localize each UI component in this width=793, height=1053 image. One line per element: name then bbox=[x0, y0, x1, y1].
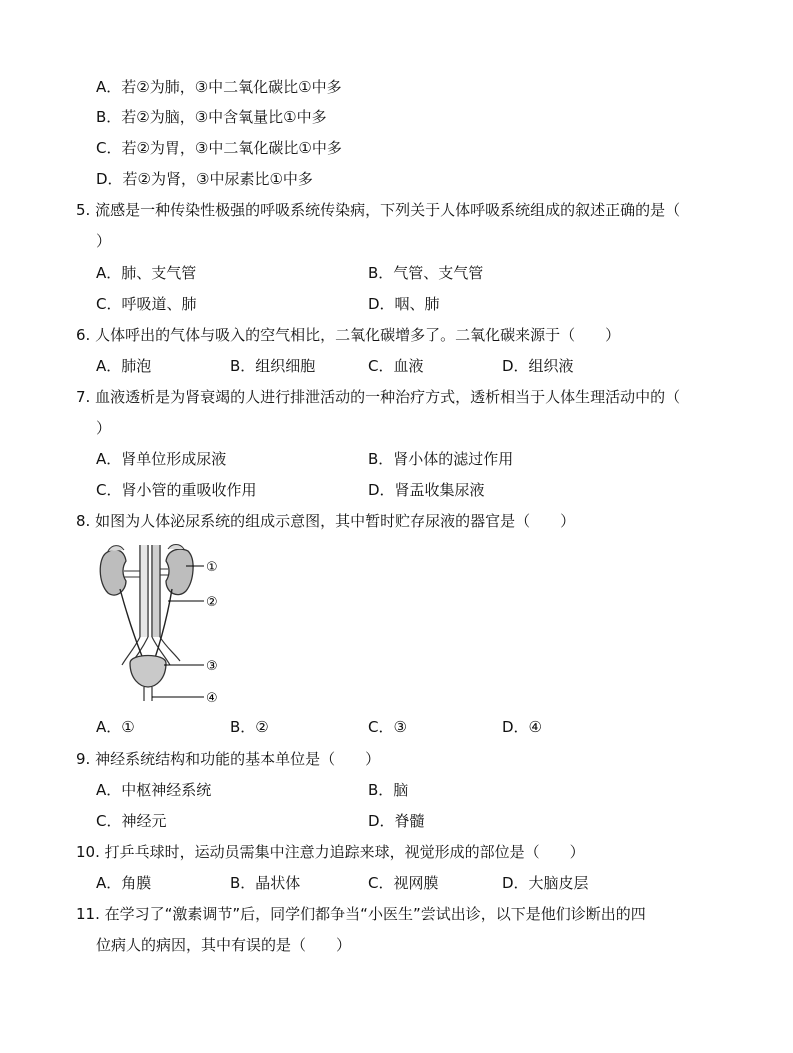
q5-stem: 5. 流感是一种传染性极强的呼吸系统传染病，下列关于人体呼吸系统组成的叙述正确的是（ bbox=[76, 201, 681, 219]
q5-option-c: C．呼吸道、肺 bbox=[96, 295, 197, 313]
q5-option-b: B．气管、支气管 bbox=[368, 264, 484, 282]
q6-option-d: D．组织液 bbox=[502, 357, 574, 375]
left-kidney bbox=[100, 550, 126, 595]
diagram-label-1: ① bbox=[206, 560, 218, 575]
q10-stem: 10. 打乒乓球时，运动员需集中注意力追踪来球，视觉形成的部位是（ ） bbox=[76, 843, 585, 861]
diagram-label-3: ③ bbox=[206, 659, 218, 674]
q8-stem: 8. 如图为人体泌尿系统的组成示意图，其中暂时贮存尿液的器官是（ ） bbox=[76, 512, 576, 530]
q11-stem-cont: 位病人的病因，其中有误的是（ ） bbox=[96, 936, 352, 954]
q9-option-c: C．神经元 bbox=[96, 812, 167, 830]
q4-option-a: A．若②为肺，③中二氧化碳比①中多 bbox=[96, 78, 342, 96]
q10-option-d: D．大脑皮层 bbox=[502, 874, 589, 892]
q9-option-b: B．脑 bbox=[368, 781, 409, 799]
q10-option-a: A．角膜 bbox=[96, 874, 152, 892]
diagram-label-2: ② bbox=[206, 595, 218, 610]
q4-option-d: D．若②为肾，③中尿素比①中多 bbox=[96, 170, 313, 188]
q7-option-d: D．肾盂收集尿液 bbox=[368, 481, 485, 499]
q7-stem: 7. 血液透析是为肾衰竭的人进行排泄活动的一种治疗方式，透析相当于人体生理活动中的（ bbox=[76, 388, 681, 406]
q7-stem-close: ） bbox=[96, 419, 112, 437]
q8-option-b: B．② bbox=[230, 718, 269, 736]
q10-option-c: C．视网膜 bbox=[368, 874, 439, 892]
q5-option-a: A．肺、支气管 bbox=[96, 264, 197, 282]
q10-option-b: B．晶状体 bbox=[230, 874, 301, 892]
q8-option-d: D．④ bbox=[502, 718, 542, 736]
q6-stem: 6. 人体呼出的气体与吸入的空气相比，二氧化碳增多了。二氧化碳来源于（ ） bbox=[76, 326, 621, 344]
q5-stem-close: ） bbox=[96, 232, 112, 250]
urinary-system-diagram bbox=[96, 541, 236, 703]
q4-option-b: B．若②为脑，③中含氧量比①中多 bbox=[96, 108, 327, 126]
q5-option-d: D．咽、肺 bbox=[368, 295, 440, 313]
q4-option-c: C．若②为胃，③中二氧化碳比①中多 bbox=[96, 139, 342, 157]
diagram-label-4: ④ bbox=[206, 691, 218, 703]
q8-option-a: A．① bbox=[96, 718, 135, 736]
q7-option-b: B．肾小体的滤过作用 bbox=[368, 450, 514, 468]
q6-option-a: A．肺泡 bbox=[96, 357, 152, 375]
q9-option-d: D．脊髓 bbox=[368, 812, 425, 830]
q11-stem: 11. 在学习了“激素调节”后，同学们都争当“小医生”尝试出诊，以下是他们诊断出的四 bbox=[76, 905, 646, 923]
q8-option-c: C．③ bbox=[368, 718, 407, 736]
right-kidney bbox=[166, 549, 193, 595]
q7-option-a: A．肾单位形成尿液 bbox=[96, 450, 227, 468]
q9-option-a: A．中枢神经系统 bbox=[96, 781, 212, 799]
q9-stem: 9. 神经系统结构和功能的基本单位是（ ） bbox=[76, 750, 381, 768]
q7-option-c: C．肾小管的重吸收作用 bbox=[96, 481, 257, 499]
q6-option-b: B．组织细胞 bbox=[230, 357, 316, 375]
q6-option-c: C．血液 bbox=[368, 357, 424, 375]
bladder bbox=[130, 656, 166, 688]
